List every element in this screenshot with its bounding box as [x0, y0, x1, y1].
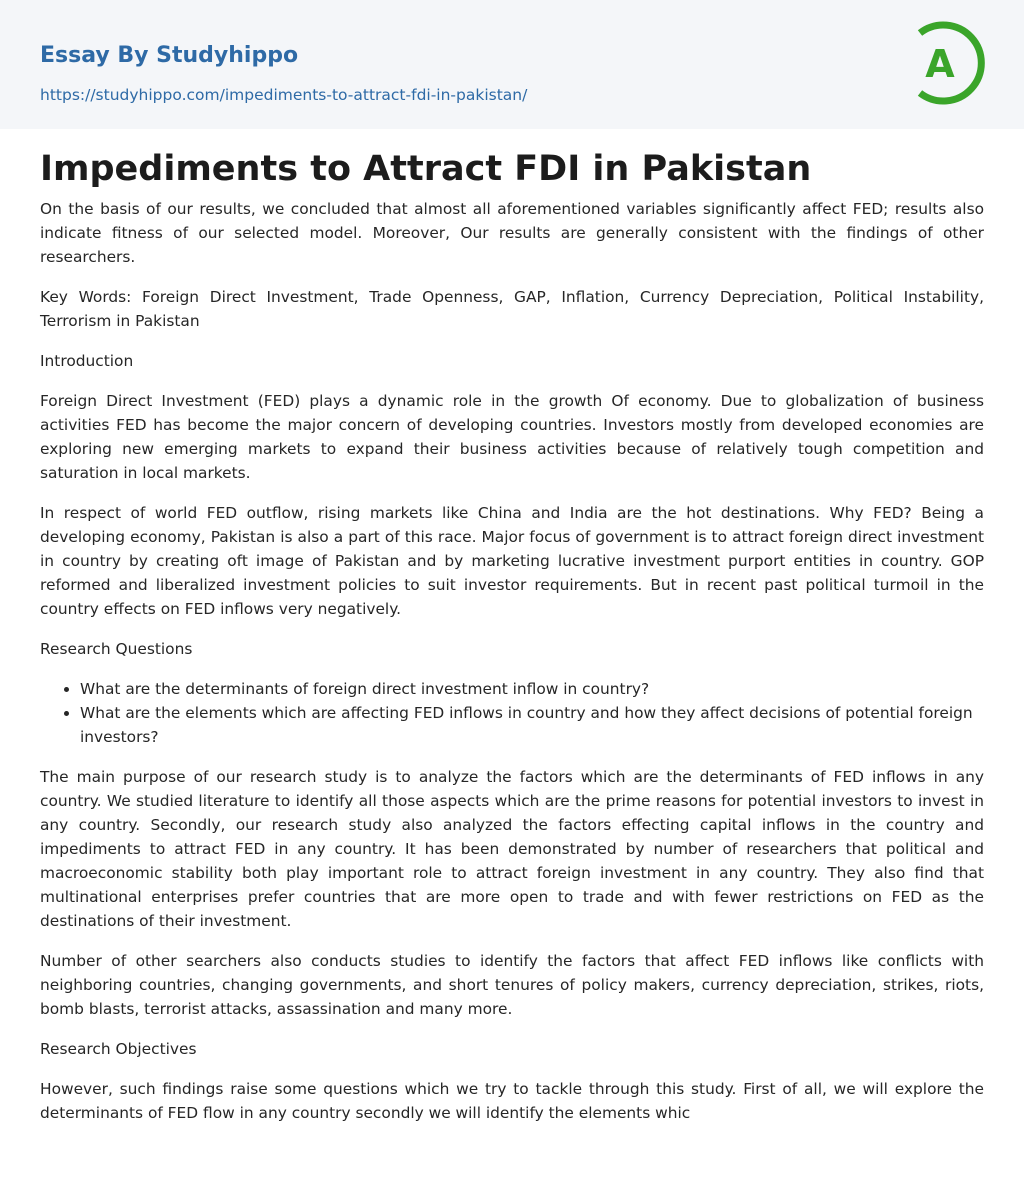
research-objectives-heading: Research Objectives: [40, 1040, 197, 1058]
introduction-heading: Introduction: [40, 352, 134, 370]
list-item: • What are the determinants of foreign direct investment inflow in country?: [80, 677, 984, 701]
list-item: • What are the elements which are affecting FED inflows in country and how they affect decisions of potential foreign investors?: [80, 701, 984, 749]
other-studies-paragraph: Number of other searchers also conducts studies to identify the factors that affect FED inflows like conflicts with neighboring countries, changing governments, and short tenures of policy makers, currency depreciation, strikes, riots, bomb blasts, terrorist attacks, assassination and many more.: [40, 952, 984, 1018]
page-title: Impediments to Attract FDI in Pakistan: [40, 149, 812, 189]
introduction-paragraph: Foreign Direct Investment (FED) plays a dynamic role in the growth Of economy. Due to globalization of business activities FED has become the major concern of developing countries. Investors mostly from developed economies are exploring new emerging markets to expand their business activities because of relatively tough competition and saturation in local markets.: [40, 392, 984, 482]
logo-letter: A: [925, 42, 955, 86]
article-body: [0, 147, 1024, 1125]
research-questions-heading: Research Questions: [40, 640, 193, 658]
research-questions-list: [40, 677, 984, 749]
objectives-paragraph: However, such findings raise some questions which we try to tackle through this study. First of all, we will explore the determinants of FED flow in any country secondly we will identify the elements whic: [40, 1080, 984, 1122]
purpose-paragraph: The main purpose of our research study is to analyze the factors which are the determinants of FED inflows in any country. We studied literature to identify all those aspects which are the prime reasons for potential investors to invest in any country. Secondly, our research study also analyzed the factors effecting capital inflows in the country and impediments to attract FED in any country. It has been demonstrated by number of researchers that political and macroeconomic stability both play important role to attract foreign investment in any country. They also find that multinational enterprises prefer countries that are more open to trade and with fewer restrictions on FED as the destinations of their investment.: [40, 768, 984, 930]
abstract-paragraph: On the basis of our results, we concluded that almost all aforementioned variables significantly affect FED; results also indicate fitness of our selected model. Moreover, Our results are generally consistent with the findings of other researchers.: [40, 200, 984, 266]
source-url-link[interactable]: https://studyhippo.com/impediments-to-attract-fdi-in-pakistan/: [40, 86, 528, 104]
studyhippo-logo-icon[interactable]: [912, 20, 986, 106]
site-header: [0, 0, 1024, 129]
brand-title[interactable]: Essay By Studyhippo: [40, 43, 299, 68]
keywords-paragraph: Key Words: Foreign Direct Investment, Trade Openness, GAP, Inflation, Currency Depreciation, Political Instability, Terrorism in Pakistan: [40, 288, 984, 330]
outflow-paragraph: In respect of world FED outflow, rising markets like China and India are the hot destinations. Why FED? Being a developing economy, Pakistan is also a part of this race. Major focus of government is to attract foreign direct investment in country by creating oft image of Pakistan and by marketing lucrative investment purport entities in country. GOP reformed and liberalized investment policies to suit investor requirements. But in recent past political turmoil in the country effects on FED inflows very negatively.: [40, 504, 984, 618]
